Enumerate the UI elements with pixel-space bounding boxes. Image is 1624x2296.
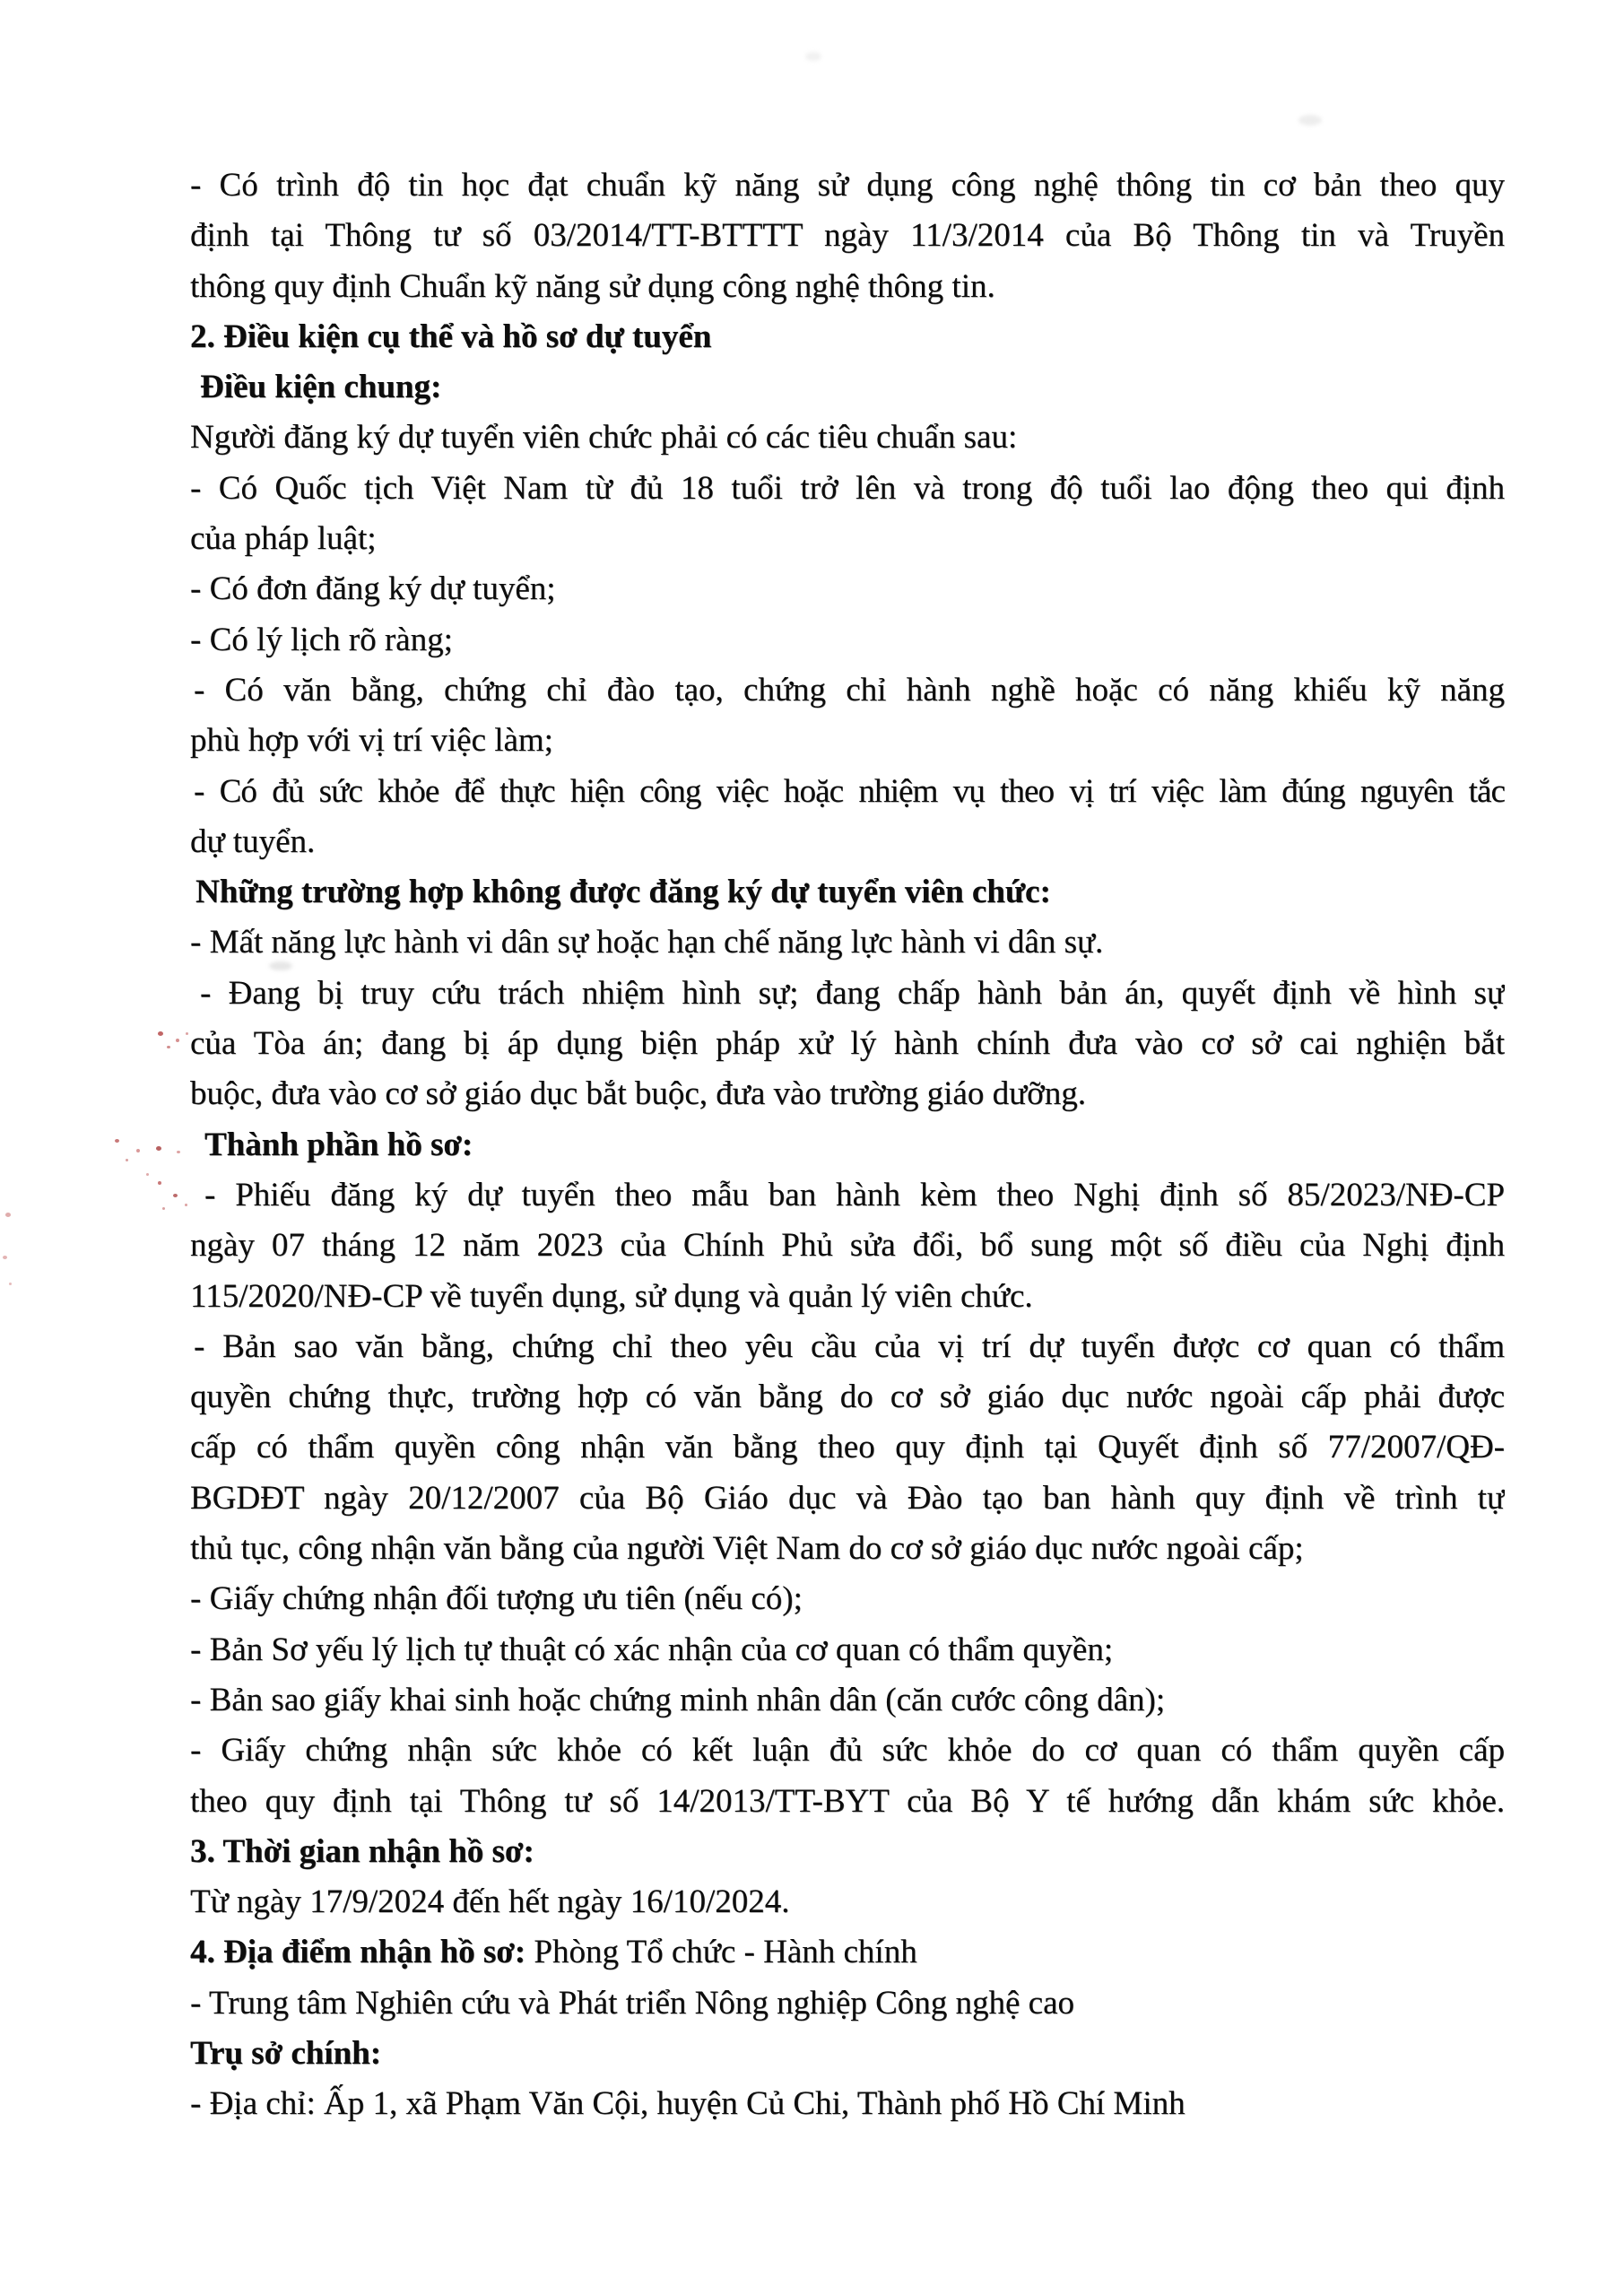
text-segment-bold: Những trường hợp không được đăng ký dự tuyển viên chức:	[195, 874, 1051, 911]
text-segment-bold: 2. Điều kiện cụ thể và hồ sơ dự tuyển	[190, 317, 712, 355]
text-line	[190, 1221, 1505, 1271]
text-line	[190, 161, 1505, 211]
text-segment: quyền chứng thực, trường hợp có văn bằng do cơ sở giáo dục nước ngoài cấp phải được	[190, 1378, 1505, 1416]
text-segment: - Có Quốc tịch Việt Nam từ đủ 18 tuổi trở lên và trong độ tuổi lao động theo qui định	[190, 469, 1505, 507]
scan-speckle	[9, 1283, 12, 1285]
text-line	[190, 969, 1505, 1019]
text-segment: thủ tục, công nhận văn bằng của người Việt Nam do cơ sở giáo dục nước ngoài cấp;	[190, 1530, 1304, 1568]
text-line	[190, 817, 1505, 867]
text-line	[190, 564, 1505, 614]
text-line	[190, 1777, 1505, 1827]
text-line	[190, 2029, 1505, 2079]
text-segment-bold: Trụ sở chính:	[190, 2034, 382, 2072]
text-line	[190, 1019, 1505, 1069]
text-line	[190, 2079, 1505, 2129]
text-line	[190, 767, 1505, 817]
scan-speckle	[146, 1173, 149, 1176]
text-line	[190, 1675, 1505, 1726]
text-segment: dự tuyển.	[190, 822, 316, 860]
text-line	[190, 665, 1505, 716]
text-line	[190, 1524, 1505, 1574]
text-line	[190, 1272, 1505, 1322]
text-segment: buộc, đưa vào cơ sở giáo dục bắt buộc, đưa vào trường giáo dưỡng.	[190, 1075, 1086, 1113]
scan-speckle	[158, 1181, 161, 1185]
scan-speckle	[5, 1213, 11, 1217]
text-line	[190, 1170, 1505, 1221]
text-segment: Người đăng ký dự tuyển viên chức phải có các tiêu chuẩn sau:	[190, 419, 1018, 457]
text-segment: - Bản Sơ yếu lý lịch tự thuật có xác nhận của cơ quan có thẩm quyền;	[190, 1631, 1114, 1668]
text-segment: - Phiếu đăng ký dự tuyển theo mẫu ban hành kèm theo Nghị định số 85/2023/NĐ-CP	[204, 1176, 1505, 1213]
text-segment: - Bản sao văn bằng, chứng chỉ theo yêu cầu của vị trí dự tuyển được cơ quan có thẩm	[194, 1327, 1505, 1365]
scan-smudge	[805, 52, 821, 61]
text-line	[190, 918, 1505, 968]
text-line	[190, 1827, 1505, 1877]
text-line	[190, 615, 1505, 665]
text-segment: - Có đơn đăng ký dự tuyển;	[190, 570, 556, 608]
scan-speckle	[186, 1032, 188, 1035]
scan-speckle	[176, 1039, 179, 1042]
scan-speckle	[167, 1046, 170, 1048]
scan-speckle	[162, 1207, 165, 1210]
text-line	[190, 1574, 1505, 1624]
text-segment: - Địa chỉ: Ấp 1, xã Phạm Văn Cội, huyện Củ Chi, Thành phố Hồ Chí Minh	[190, 2085, 1185, 2123]
scan-speckle	[173, 1194, 178, 1197]
scan-speckle	[156, 1146, 161, 1151]
text-line	[190, 514, 1505, 564]
text-segment: thông quy định Chuẩn kỹ năng sử dụng công nghệ thông tin.	[190, 267, 995, 305]
text-segment: - Đang bị truy cứu trách nhiệm hình sự; đang chấp hành bản án, quyết định về hình sự	[200, 974, 1505, 1012]
scan-smudge	[1298, 115, 1322, 126]
text-segment-bold: Điều kiện chung:	[200, 369, 442, 406]
text-line	[190, 262, 1505, 312]
scan-speckle	[136, 1149, 140, 1152]
text-segment: của pháp luật;	[190, 520, 377, 558]
text-line	[190, 1069, 1505, 1119]
text-segment: - Có đủ sức khỏe để thực hiện công việc hoặc nhiệm vụ theo vị trí việc làm đúng nguyên tắc	[194, 772, 1505, 810]
text-line	[190, 1474, 1505, 1524]
text-line	[190, 464, 1505, 514]
text-line	[190, 1625, 1505, 1675]
text-line	[190, 1322, 1505, 1372]
scan-speckle	[185, 1204, 187, 1206]
text-segment: - Có văn bằng, chứng chỉ đào tạo, chứng chỉ hành nghề hoặc có năng khiếu kỹ năng	[194, 671, 1505, 709]
text-line	[190, 1372, 1505, 1422]
scan-speckle	[115, 1139, 119, 1143]
text-line	[190, 1726, 1505, 1776]
text-segment: - Mất năng lực hành vi dân sự hoặc hạn chế năng lực hành vi dân sự.	[190, 924, 1104, 961]
text-segment: theo quy định tại Thông tư số 14/2013/TT-BYT của Bộ Y tế hướng dẫn khám sức khỏe.	[190, 1782, 1505, 1820]
text-line	[190, 867, 1505, 918]
text-line	[190, 362, 1505, 413]
document-body	[190, 161, 1505, 2130]
text-segment-bold: 3. Thời gian nhận hồ sơ:	[190, 1832, 534, 1870]
text-segment: BGDĐT ngày 20/12/2007 của Bộ Giáo dục và Đào tạo ban hành quy định về trình tự	[190, 1479, 1505, 1517]
text-segment: phù hợp với vị trí việc làm;	[190, 722, 553, 760]
text-segment: - Trung tâm Nghiên cứu và Phát triển Nông nghiệp Công nghệ cao	[190, 1984, 1075, 2022]
text-line	[190, 1927, 1505, 1978]
scan-speckle	[126, 1159, 128, 1161]
text-segment: - Có lý lịch rõ ràng;	[190, 621, 453, 658]
text-line	[190, 1979, 1505, 2029]
text-segment-bold: 4. Địa điểm nhận hồ sơ:	[190, 1934, 526, 1971]
text-line	[190, 716, 1505, 766]
text-segment: ngày 07 tháng 12 năm 2023 của Chính Phủ sửa đổi, bổ sung một số điều của Nghị định	[190, 1227, 1505, 1265]
text-line	[190, 1422, 1505, 1473]
text-line	[190, 413, 1505, 463]
text-line	[190, 312, 1505, 362]
text-segment: của Tòa án; đang bị áp dụng biện pháp xử lý hành chính đưa vào cơ sở cai nghiện bắt	[190, 1025, 1505, 1063]
text-segment: Từ ngày 17/9/2024 đến hết ngày 16/10/2024.	[190, 1883, 790, 1921]
text-segment: - Bản sao giấy khai sinh hoặc chứng minh nhân dân (căn cước công dân);	[190, 1681, 1166, 1718]
text-segment: Phòng Tổ chức - Hành chính	[525, 1934, 917, 1971]
text-segment-bold: Thành phần hồ sơ:	[204, 1126, 473, 1163]
scan-speckle	[3, 1256, 7, 1259]
text-segment: - Giấy chứng nhận đối tượng ưu tiên (nếu có);	[190, 1580, 803, 1618]
text-segment: - Giấy chứng nhận sức khỏe có kết luận đủ sức khỏe do cơ quan có thẩm quyền cấp	[190, 1732, 1505, 1770]
scan-speckle	[158, 1031, 163, 1036]
text-line	[190, 1120, 1505, 1170]
text-segment: 115/2020/NĐ-CP về tuyển dụng, sử dụng và quản lý viên chức.	[190, 1277, 1033, 1315]
scan-speckle	[177, 1151, 180, 1153]
text-segment: định tại Thông tư số 03/2014/TT-BTTTT ngày 11/3/2014 của Bộ Thông tin và Truyền	[190, 217, 1505, 255]
text-segment: - Có trình độ tin học đạt chuẩn kỹ năng sử dụng công nghệ thông tin cơ bản theo quy	[190, 167, 1505, 204]
text-line	[190, 1877, 1505, 1927]
text-segment: cấp có thẩm quyền công nhận văn bằng theo quy định tại Quyết định số 77/2007/QĐ-	[190, 1429, 1505, 1466]
text-line	[190, 211, 1505, 261]
